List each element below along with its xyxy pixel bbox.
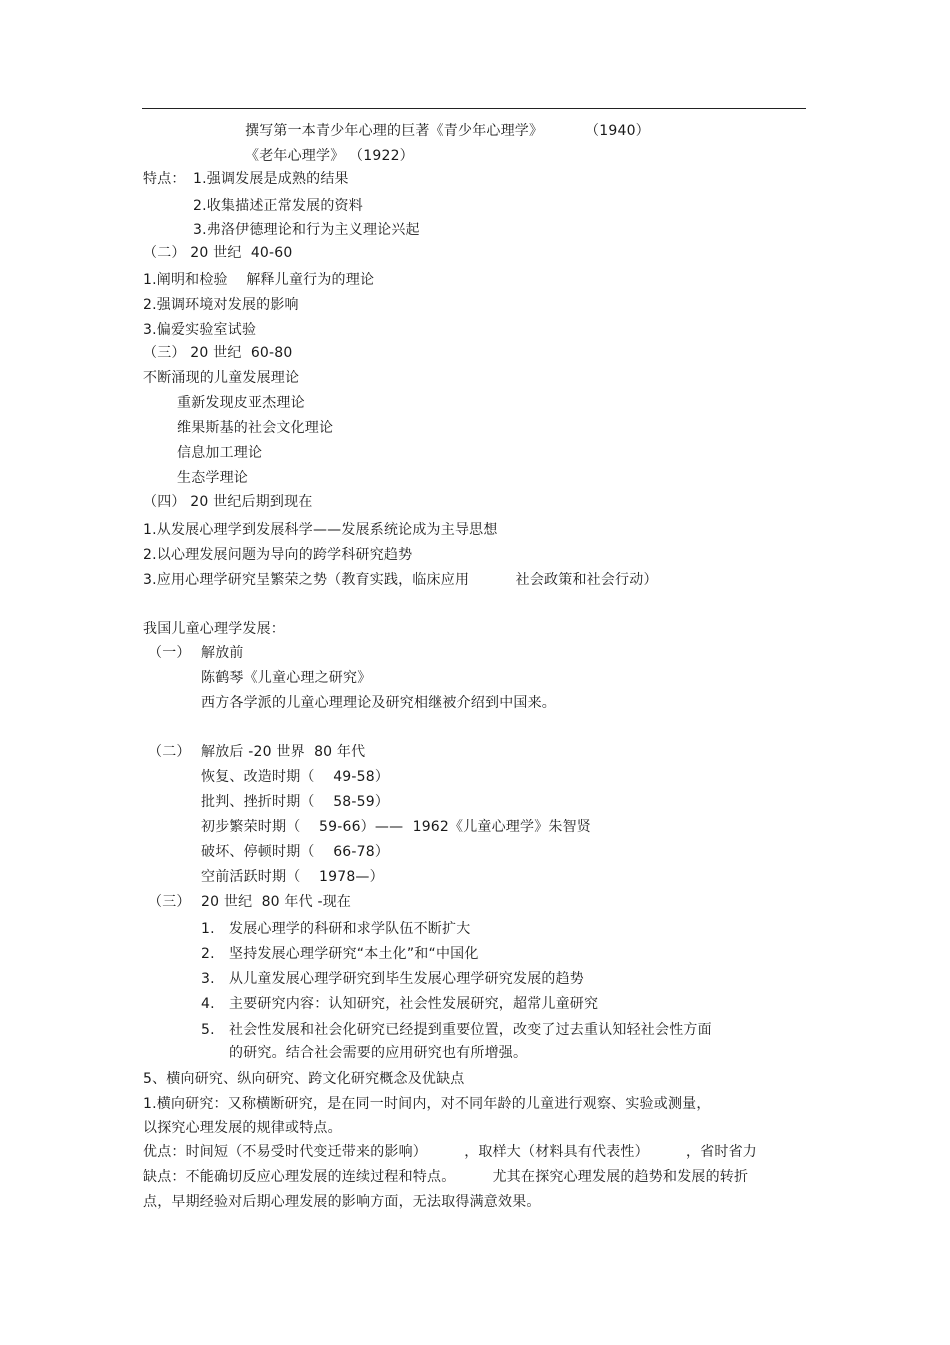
stage1-num: （一） <box>148 645 191 661</box>
header-line-2: 《老年心理学》 （1922） <box>245 148 414 164</box>
stage1-item: 西方各学派的儿童心理理论及研究相继被介绍到中国来。 <box>201 695 556 711</box>
period3-intro: 不断涌现的儿童发展理论 <box>143 370 300 386</box>
stage3-item-num: 3. <box>201 971 215 987</box>
stage2-heading: 解放后 -20 世界 80 年代 <box>201 744 366 760</box>
research-cons-cont: 点，早期经验对后期心理发展的影响方面，无法取得满意效果。 <box>143 1194 541 1210</box>
stage3-item-num: 1. <box>201 921 215 937</box>
stage1-heading: 解放前 <box>201 645 244 661</box>
stage3-num: （三） <box>148 894 191 910</box>
stage3-item-text: 社会性发展和社会化研究已经提到重要位置，改变了过去重认知轻社会性方面 <box>229 1022 712 1038</box>
stage3-item-num: 2. <box>201 946 215 962</box>
period3-item: 重新发现皮亚杰理论 <box>177 395 305 411</box>
stage3-item-text: 主要研究内容：认知研究，社会性发展研究，超常儿童研究 <box>229 996 599 1012</box>
research-cons: 缺点：不能确切反应心理发展的连续过程和特点。 尤其在探究心理发展的趋势和发展的转折 <box>143 1169 749 1185</box>
stage3-item-continuation: 的研究。结合社会需要的应用研究也有所增强。 <box>229 1045 528 1061</box>
period2-item: 1.阐明和检验 解释儿童行为的理论 <box>143 272 375 288</box>
top-rule <box>142 108 806 109</box>
research-definition-cont: 以探究心理发展的规律或特点。 <box>143 1120 342 1136</box>
stage3-item-text: 从儿童发展心理学研究到毕生发展心理学研究发展的趋势 <box>229 971 584 987</box>
feature-item: 2.收集描述正常发展的资料 <box>193 198 363 214</box>
stage3-item-text: 发展心理学的科研和求学队伍不断扩大 <box>229 921 471 937</box>
period4-heading: （四） 20 世纪后期到现在 <box>143 494 313 510</box>
period3-item: 信息加工理论 <box>177 445 263 461</box>
period3-item: 维果斯基的社会文化理论 <box>177 420 334 436</box>
stage2-item: 批判、挫折时期（ 58-59） <box>201 794 390 810</box>
period4-item: 1.从发展心理学到发展科学——发展系统论成为主导思想 <box>143 522 498 538</box>
research-pros: 优点：时间短（不易受时代变迁带来的影响） ，取样大（材料具有代表性） ，省时省力 <box>143 1144 758 1160</box>
feature-item: 3.弗洛伊德理论和行为主义理论兴起 <box>193 222 420 238</box>
period3-heading: （三） 20 世纪 60-80 <box>143 345 293 361</box>
period3-item: 生态学理论 <box>177 470 248 486</box>
header-line-1: 撰写第一本青少年心理的巨著《青少年心理学》 （1940） <box>245 123 650 139</box>
china-title: 我国儿童心理学发展： <box>143 621 285 637</box>
research-title: 5、横向研究、纵向研究、跨文化研究概念及优缺点 <box>143 1071 465 1087</box>
research-definition: 1.横向研究：又称横断研究，是在同一时间内，对不同年龄的儿童进行观察、实验或测量， <box>143 1096 711 1112</box>
feature-item: 1.强调发展是成熟的结果 <box>193 171 349 187</box>
period4-item: 3.应用心理学研究呈繁荣之势（教育实践，临床应用 社会政策和社会行动） <box>143 572 658 588</box>
stage2-item: 恢复、改造时期（ 49-58） <box>201 769 390 785</box>
features-label: 特点： <box>143 171 186 187</box>
stage1-item: 陈鹤琴《儿童心理之研究》 <box>201 670 372 686</box>
stage3-item-num: 5. <box>201 1022 215 1038</box>
period2-item: 3.偏爱实验室试验 <box>143 322 257 338</box>
period2-heading: （二） 20 世纪 40-60 <box>143 245 293 261</box>
stage3-heading: 20 世纪 80 年代 -现在 <box>201 894 352 910</box>
stage2-item: 空前活跃时期（ 1978—） <box>201 869 384 885</box>
stage2-item: 初步繁荣时期（ 59-66）—— 1962《儿童心理学》朱智贤 <box>201 819 592 835</box>
stage2-item: 破坏、停顿时期（ 66-78） <box>201 844 390 860</box>
stage3-item-text: 坚持发展心理学研究“本土化”和“中国化 <box>229 946 479 962</box>
period2-item: 2.强调环境对发展的影响 <box>143 297 299 313</box>
stage3-item-num: 4. <box>201 996 215 1012</box>
stage2-num: （二） <box>148 744 191 760</box>
period4-item: 2.以心理发展问题为导向的跨学科研究趋势 <box>143 547 413 563</box>
